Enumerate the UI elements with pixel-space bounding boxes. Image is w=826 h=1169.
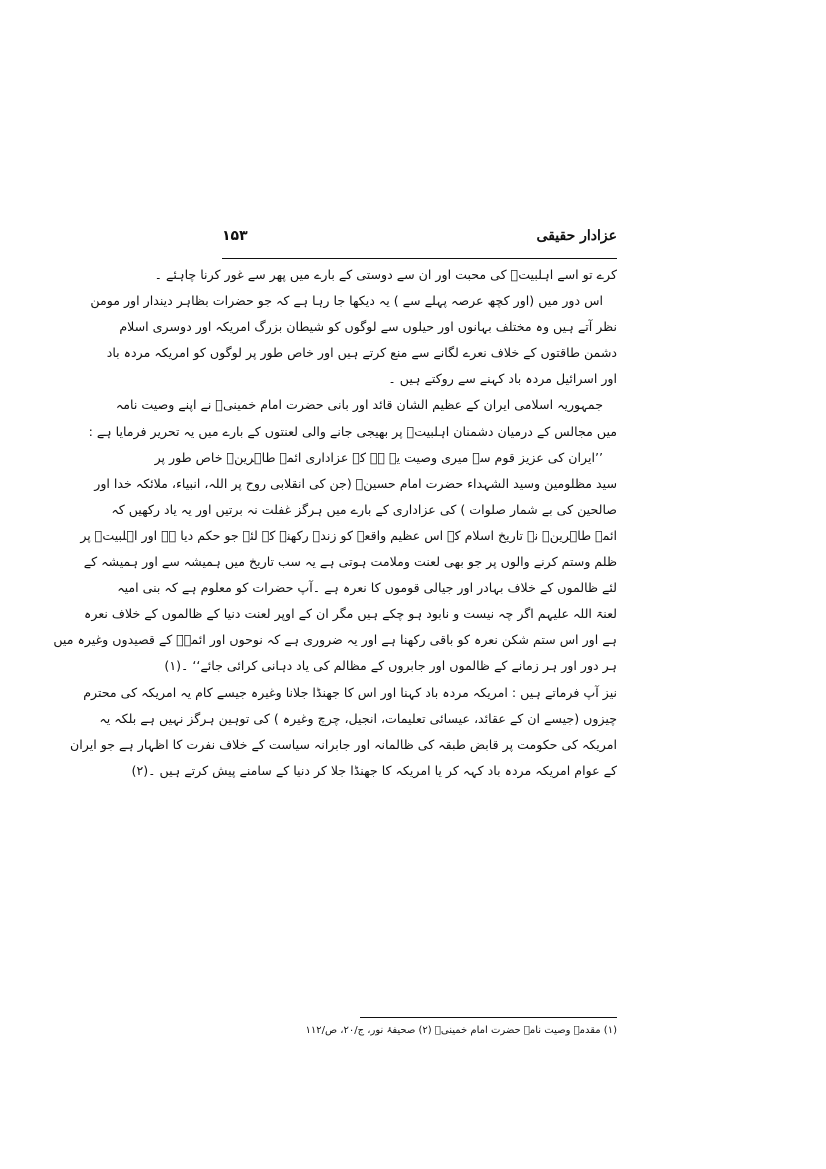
running-title: عزادار حقیقی [536, 228, 617, 244]
text-line: ظلم وستم کرنے والوں پر جو بھی لعنت وملامت ہوتی ہے یہ سب تاریخ میں ہمیشہ سے اور ہمیشہ کے [83, 554, 617, 570]
text-line: جمہوریہ اسلامی ایران کے عظیم الشان قائد اور بانی حضرت امام خمینیؒ نے اپنے وصیت نامہ [115, 397, 603, 413]
text-line: ائمہ طاہرینؑ نے تاریخ اسلام کے اس عظیم واقعہ کو زندہ رکھنے کے لئے جو حکم دیا ہے اور اہلبیتؑ پر [80, 527, 617, 543]
body-text [53, 262, 617, 784]
text-line: دشمن طاقتوں کے خلاف نعرے لگانے سے منع کرتے ہیں اور خاص طور پر لوگوں کو امریکہ مردہ باد [106, 345, 617, 361]
footnote: (۱) مقدمہ وصیت نامہ حضرت امام خمینیؒ (۲) صحیفۂ نور، ج/۲۰، ص/۱۱۲ [305, 1025, 617, 1036]
text-line: نیز آپ فرماتے ہیں : امریکہ مردہ باد کہنا اور اس کا جھنڈا جلانا وغیرہ جیسے کام یہ امریکہ کی محترم [83, 684, 617, 700]
page-number: ۱۵۳ [222, 228, 248, 244]
text-line: صالحین کی بے شمار صلوات ) کی عزاداری کے بارے میں ہرگز غفلت نہ برتیں اور یہ یاد رکھیں کہ [111, 501, 617, 517]
text-line: میں مجالس کے درمیان دشمنان اہلبیتؑ پر بھیجی جانے والی لعنتوں کے بارے میں یہ تحریر فرمایا ہے : [88, 423, 617, 439]
text-line: نظر آتے ہیں وہ مختلف بہانوں اور حیلوں سے لوگوں کو شیطان بزرگ امریکہ اور دوسری اسلام [119, 319, 617, 335]
text-line: ہر دور اور ہر زمانے کے ظالموں اور جابروں کے مظالم کی یاد دہانی کرائی جائے‘‘ ۔(۱) [164, 658, 617, 674]
header-rule [222, 258, 617, 259]
text-line: کرے تو اسے اہلبیتؑ کی محبت اور ان سے دوستی کے بارے میں پھر سے غور کرنا چاہئے ۔ [154, 267, 617, 282]
text-line: چیزوں (جیسے ان کے عقائد، عیسائی تعلیمات، انجیل، چرچ وغیرہ ) کی توہین ہرگز نہیں ہے بلکہ یہ [99, 710, 617, 726]
text-line: اس دور میں (اور کچھ عرصہ پہلے سے ) یہ دیکھا جا رہا ہے کہ جو حضرات بظاہر دیندار اور مومن [90, 293, 603, 309]
footnote-rule [360, 1017, 617, 1018]
text-line: لئے ظالموں کے خلاف بہادر اور جیالی قوموں کا نعرہ ہے ۔آپ حضرات کو معلوم ہے کہ بنی امیہ [117, 580, 617, 596]
text-line: اور اسرائیل مردہ باد کہنے سے روکتے ہیں ۔ [388, 371, 617, 387]
text-line: ہے اور اس ستم شکن نعرہ کو باقی رکھنا ہے اور یہ ضروری ہے کہ نوحوں اور ائمہؑ کے قصیدوں وغیرہ میں [53, 632, 617, 648]
text-line: سید مظلومین وسید الشہداء حضرت امام حسینؑ (جن کی انقلابی روح پر اللہ، انبیاء، ملائکہ خدا اور [94, 475, 617, 491]
page-header [222, 224, 617, 258]
text-line: ’’ایران کی عزیز قوم سے میری وصیت یہ ہے کہ عزاداری ائمہ طاہرینؑ خاص طور پر [154, 449, 603, 465]
text-line: امریکہ کی حکومت پر قابض طبقہ کی ظالمانہ اور جابرانہ سیاست کے خلاف نفرت کا اظہار ہے جو ایران [70, 736, 617, 752]
text-line: لعنۃ اللہ علیہم اگر چہ نیست و نابود ہو چکے ہیں مگر ان کے اوپر لعنت دنیا کے ظالموں کے خلاف نعرہ [84, 606, 617, 622]
text-line: کے عوام امریکہ مردہ باد کہہ کر یا امریکہ کا جھنڈا جلا کر دنیا کے سامنے پیش کرتے ہیں ۔(۲) [131, 762, 617, 778]
